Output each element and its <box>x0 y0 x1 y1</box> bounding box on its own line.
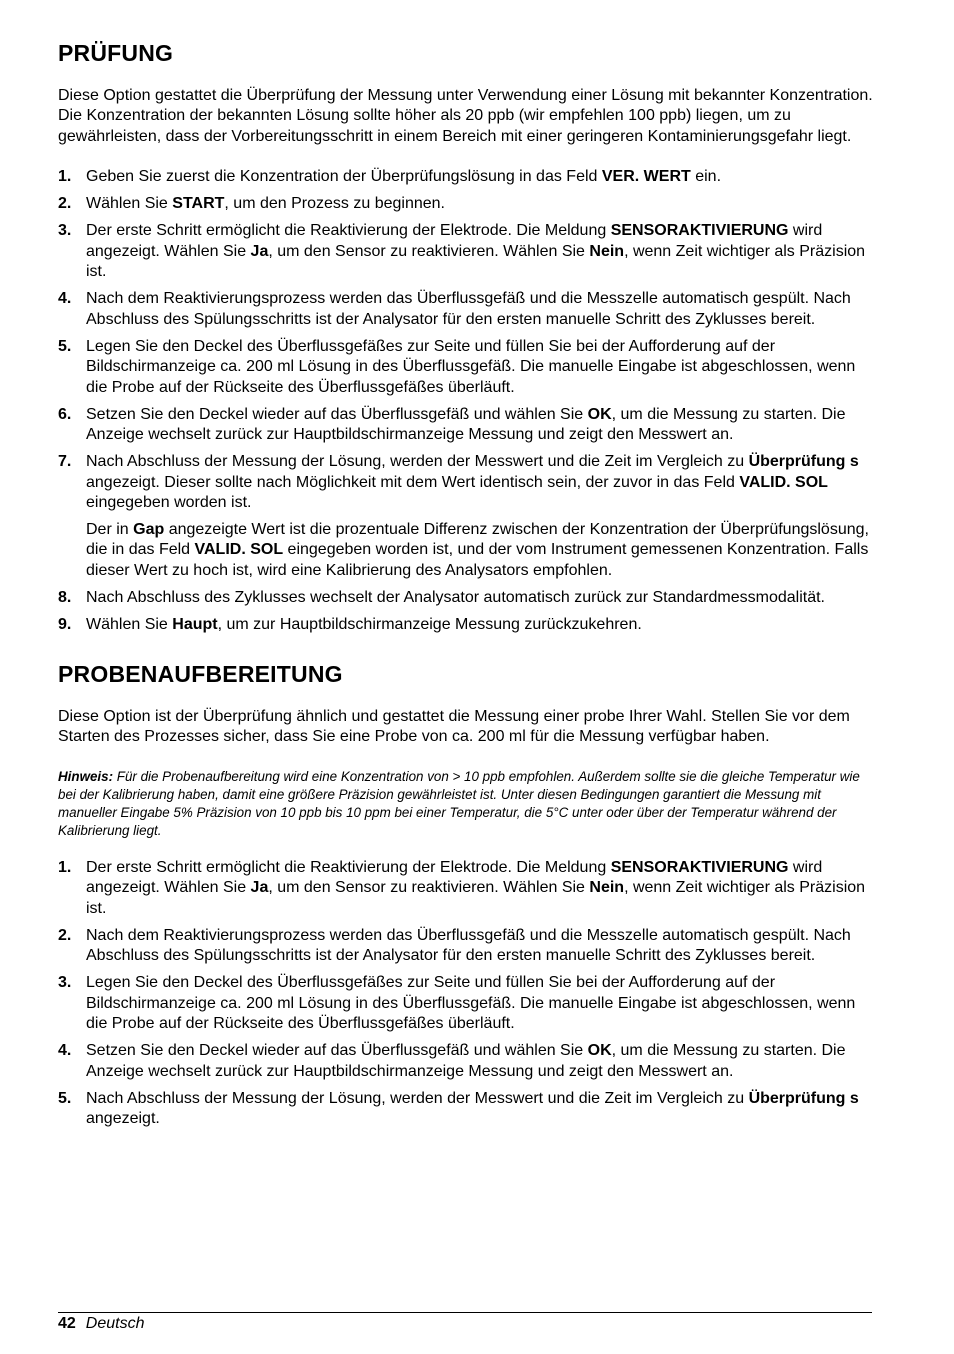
step-keyword: OK <box>587 405 612 423</box>
list-item <box>58 194 878 215</box>
step-keyword: SENSORAKTIVIERUNG <box>610 222 789 240</box>
step-keyword: Haupt <box>172 615 218 633</box>
step-body <box>86 405 878 446</box>
step-number: 4. <box>58 290 72 308</box>
list-item <box>58 615 878 636</box>
step-body <box>86 926 878 967</box>
footer-label <box>58 1315 145 1333</box>
step-keyword: VER. WERT <box>601 168 691 186</box>
step-body <box>86 452 878 514</box>
step-number: 3. <box>58 222 72 240</box>
step-text: Der in <box>86 520 134 538</box>
step-number: 5. <box>58 1089 72 1107</box>
step-number: 8. <box>58 588 72 606</box>
step-text: Nach dem Reaktivierungsprozess werden das Überflussgefäß und die Messzelle automatisch gespült. Nach Abschluss des Spülungsschritts ist der Analysator für den ersten manuelle Schritt des Zyklusses bereit. <box>86 926 851 965</box>
step-body <box>86 167 878 188</box>
step-text: Nach Abschluss des Zyklusses wechselt der Analysator automatisch zurück zur Standardmessmodalität. <box>86 588 825 606</box>
section-title-probenaufbereitung: PROBENAUFBEREITUNG <box>58 661 343 688</box>
step-number: 2. <box>58 195 72 213</box>
step-text: Legen Sie den Deckel des Überflussgefäßes zur Seite und füllen Sie bei der Aufforderung auf der Bildschirmanzeige ca. 200 ml Lösung in des Überflussgefäß. Die manuelle Eingabe ist abgeschlossen, wenn die Probe auf der Rückseite des Überflussgefäßes überläuft. <box>86 974 856 1033</box>
step-text: wird angezeigt. Wählen Sie <box>86 222 823 260</box>
step-text: Der erste Schritt ermöglicht die Reaktivierung der Elektrode. Die Meldung <box>86 222 611 240</box>
step-text: Setzen Sie den Deckel wieder auf das Überflussgefäß und wählen Sie <box>86 405 588 423</box>
step-keyword: Ja <box>250 242 269 260</box>
step-body <box>86 615 878 636</box>
step-number: 4. <box>58 1042 72 1060</box>
section-intro-pruefung: Diese Option gestattet die Überprüfung der Messung unter Verwendung einer Lösung mit bekannter Konzentration. Die Konzentration der bekannten Lösung sollte höher als 20 ppb (wir empfehlen 100 ppb) liegen, um zu gewährleisten, dass der Vorbereitungsschritt in einem Bereich mit einer geringeren Kontaminierungsgefahr liegt. <box>58 86 873 145</box>
step-body <box>86 858 878 920</box>
section-intro-probenaufbereitung: Diese Option ist der Überprüfung ähnlich und gestattet die Messung einer probe Ihrer Wahl. Stellen Sie vor dem Starten des Prozesses sicher, dass Sie eine Probe von ca. 200 ml für die Messung verfügbar haben. <box>58 707 850 746</box>
step-keyword: Ja <box>250 879 269 897</box>
step-text: angezeigt. <box>86 1110 160 1128</box>
step-number: 9. <box>58 615 72 633</box>
step-body <box>86 973 878 1035</box>
step-text: , um die Messung zu starten. Die Anzeige wechselt zurück zur Hauptbildschirmanzeige Messung und zeigt den Messwert an. <box>86 1042 846 1080</box>
step-text: Wählen Sie <box>86 195 173 213</box>
step-text: , um den Prozess zu beginnen. <box>224 195 445 213</box>
step-text: eingegeben worden ist. <box>86 494 252 512</box>
step-body <box>86 1041 878 1082</box>
step-number: 1. <box>58 858 72 876</box>
page-number: 42 <box>58 1315 76 1332</box>
step-text: Nach Abschluss der Messung der Lösung, werden der Messwert und die Zeit im Vergleich zu <box>86 453 749 471</box>
step-body <box>86 289 878 330</box>
step-text: wird angezeigt. Wählen Sie <box>86 858 823 897</box>
list-item <box>58 337 878 399</box>
step-text: angezeigt. Dieser sollte nach Möglichkeit mit dem Wert identisch sein, der zuvor in das Feld <box>86 473 740 491</box>
step-text: Geben Sie zuerst die Konzentration der Überprüfungslösung in das Feld <box>86 168 602 186</box>
step-keyword: OK <box>587 1042 612 1060</box>
step-text: eingegeben worden ist, und der vom Instrument gemessenen Konzentration. Falls dieser Wert zu hoch ist, wird eine Kalibrierung des Analysators empfohlen. <box>86 541 869 579</box>
step-number: 2. <box>58 926 72 944</box>
step-body <box>86 194 878 215</box>
step-keyword: Gap <box>133 520 165 538</box>
step-text: Nach Abschluss der Messung der Lösung, werden der Messwert und die Zeit im Vergleich zu <box>86 1089 749 1107</box>
note-text: Für die Probenaufbereitung wird eine Konzentration von > 10 ppb empfohlen. Außerdem sollte sie die gleiche Temperatur wie bei der Kalibrierung haben, damit eine größere Präzision gewährleistet ist. Unter diesen Bedingungen garantiert die Messung mit manueller Eingabe 5% Präzision von 10 ppb bis 10 ppm bei einer Temperatur, die 5°C unter oder über der Temperatur während der Kalibrierung liegt. <box>58 768 860 838</box>
step-keyword: VALID. SOL <box>194 541 284 559</box>
page-content <box>58 40 878 1136</box>
step-text: , um den Sensor zu reaktivieren. Wählen Sie <box>268 879 590 897</box>
step-keyword: VALID. SOL <box>739 473 828 491</box>
step-list-probenaufbereitung <box>58 858 878 1130</box>
list-item <box>58 1041 878 1082</box>
list-item <box>58 289 878 330</box>
section-title-pruefung: PRÜFUNG <box>58 40 174 66</box>
list-item <box>58 926 878 967</box>
step-keyword: Überprüfung s <box>748 1089 859 1107</box>
note <box>58 768 878 840</box>
list-item <box>58 405 878 446</box>
step-keyword: Nein <box>589 242 625 260</box>
step-keyword: Überprüfung s <box>748 453 859 471</box>
step-extra <box>86 520 878 582</box>
list-item <box>58 452 878 581</box>
step-body <box>86 588 878 609</box>
step-number: 7. <box>58 453 72 471</box>
list-item <box>58 973 878 1035</box>
step-text: , um zur Hauptbildschirmanzeige Messung zurückzukehren. <box>217 615 642 633</box>
step-text: , wenn Zeit wichtiger als Präzision ist. <box>86 879 866 917</box>
step-number: 6. <box>58 405 72 423</box>
step-number: 5. <box>58 337 72 355</box>
list-item <box>58 858 878 920</box>
step-keyword: START <box>172 195 225 213</box>
step-text: Setzen Sie den Deckel wieder auf das Überflussgefäß und wählen Sie <box>86 1042 588 1060</box>
step-keyword: Nein <box>589 879 625 897</box>
footer-language: Deutsch <box>85 1315 145 1332</box>
list-item <box>58 167 878 188</box>
step-text: Nach dem Reaktivierungsprozess werden das Überflussgefäß und die Messzelle automatisch gespült. Nach Abschluss des Spülungsschritts ist der Analysator für den ersten manuelle Schritt des Zyklusses bereit. <box>86 290 851 328</box>
step-body <box>86 337 878 399</box>
step-body <box>86 221 878 283</box>
step-list-pruefung <box>58 167 878 635</box>
step-text: ein. <box>690 168 722 186</box>
step-text: , um die Messung zu starten. Die Anzeige wechselt zurück zur Hauptbildschirmanzeige Messung und zeigt den Messwert an. <box>86 405 846 444</box>
note-label: Hinweis: <box>58 768 114 784</box>
page-footer <box>58 1312 872 1333</box>
step-text: Wählen Sie <box>86 615 173 633</box>
step-number: 1. <box>58 168 72 186</box>
step-text: Legen Sie den Deckel des Überflussgefäßes zur Seite und füllen Sie bei der Aufforderung auf der Bildschirmanzeige ca. 200 ml Lösung in des Überflussgefäß. Die manuelle Eingabe ist abgeschlossen, wenn die Probe auf der Rückseite des Überflussgefäßes überläuft. <box>86 337 856 396</box>
step-text: Der erste Schritt ermöglicht die Reaktivierung der Elektrode. Die Meldung <box>86 858 611 876</box>
list-item <box>58 1089 878 1130</box>
step-text: , wenn Zeit wichtiger als Präzision ist. <box>86 242 866 281</box>
step-body <box>86 1089 878 1130</box>
step-number: 3. <box>58 974 72 992</box>
list-item <box>58 221 878 283</box>
step-text: angezeigte Wert ist die prozentuale Differenz zwischen der Konzentration der Überprüfungslösung, die in das Feld <box>86 520 869 559</box>
list-item <box>58 588 878 609</box>
step-text: , um den Sensor zu reaktivieren. Wählen Sie <box>268 242 590 260</box>
step-keyword: SENSORAKTIVIERUNG <box>610 858 789 876</box>
